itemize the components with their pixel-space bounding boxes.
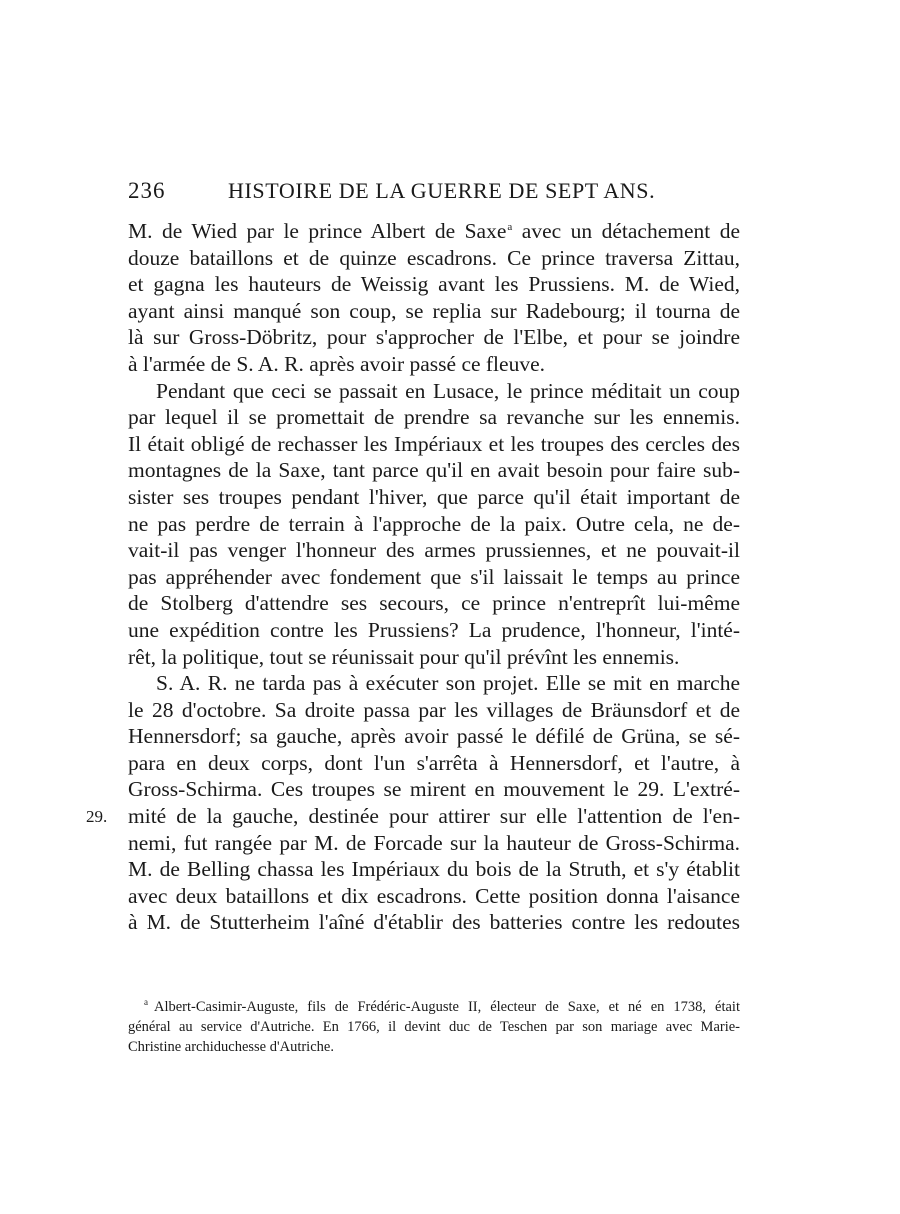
text-line: rêt, la politique, tout se réunissait pour qu'il prévînt les ennemis.: [128, 644, 680, 669]
footnote-marker: a: [144, 997, 148, 1007]
text-line: Pendant que ceci se passait en Lusace, le prince méditait un coup: [156, 378, 740, 403]
text-line: et gagna les hauteurs de Weissig avant les Prussiens. M. de Wied,: [128, 272, 740, 297]
text-line: mité de la gauche, destinée pour attirer sur elle l'attention de l'en-: [128, 804, 740, 829]
text-line: montagnes de la Saxe, tant parce qu'il en avait besoin pour faire sub-: [128, 458, 740, 483]
text-line: S. A. R. ne tarda pas à exécuter son projet. Elle se mit en marche: [156, 671, 740, 696]
text-line: M. de Wied par le prince Albert de Saxe$^a$ avec un détachement de: [128, 219, 740, 243]
text-line: ayant ainsi manqué son coup, se replia sur Radebourg; il tourna de: [128, 298, 740, 323]
text-line: ne pas perdre de terrain à l'approche de la paix. Outre cela, ne de-: [128, 511, 740, 536]
footnotes: [128, 997, 740, 1057]
body-text: [128, 218, 740, 936]
text-line: là sur Gross-Döbritz, pour s'approcher de l'Elbe, et pour se joindre: [128, 325, 740, 350]
footnote-line: Christine archiduchesse d'Autriche.: [128, 1039, 334, 1055]
text-line: vait-il pas venger l'honneur des armes prussiennes, et ne pouvait-il: [128, 538, 740, 563]
page-number: 236: [128, 178, 166, 203]
text-line: sister ses troupes pendant l'hiver, que parce qu'il était important de: [128, 484, 740, 509]
footnote-line: général au service d'Autriche. En 1766, il devint duc de Teschen par son mariage avec Marie-: [128, 1019, 740, 1035]
text-line: Il était obligé de rechasser les Impériaux et les troupes des cercles des: [128, 431, 740, 456]
footnote-line: $^a$ Albert-Casimir-Auguste, fils de Frédéric-Auguste II, électeur de Saxe, et né en 1738, était: [144, 997, 740, 1015]
text-line: douze bataillons et de quinze escadrons. Ce prince traversa Zittau,: [128, 245, 740, 270]
text-line: para en deux corps, dont l'un s'arrêta à Hennersdorf, et l'autre, à: [128, 750, 740, 775]
text-line: de Stolberg d'attendre ses secours, ce prince n'entreprît lui-même: [128, 591, 740, 616]
text-line: à l'armée de S. A. R. après avoir passé ce fleuve.: [128, 351, 545, 376]
text-line: par lequel il se promettait de prendre sa revanche sur les ennemis.: [128, 405, 740, 430]
text-line: le 28 d'octobre. Sa droite passa par les villages de Bräunsdorf et de: [128, 697, 740, 722]
text-line: une expédition contre les Prussiens? La prudence, l'honneur, l'inté-: [128, 617, 740, 642]
running-title: HISTOIRE DE LA GUERRE DE SEPT ANS.: [228, 178, 656, 203]
margin-date-note: 29.: [86, 807, 108, 826]
text-line: nemi, fut rangée par M. de Forcade sur la hauteur de Gross-Schirma.: [128, 830, 740, 855]
text-line: Hennersdorf; sa gauche, après avoir passé le défilé de Grüna, se sé-: [128, 724, 740, 749]
footnote-reference: a: [507, 221, 513, 233]
page-header: [128, 178, 740, 210]
text-line: avec deux bataillons et dix escadrons. Cette position donna l'aisance: [128, 883, 740, 908]
text-line: Gross-Schirma. Ces troupes se mirent en mouvement le 29. L'extré-: [128, 777, 740, 802]
text-line: M. de Belling chassa les Impériaux du bois de la Struth, et s'y établit: [128, 857, 740, 882]
text-line: pas appréhender avec fondement que s'il laissait le temps au prince: [128, 564, 740, 589]
text-line: à M. de Stutterheim l'aîné d'établir des batteries contre les redoutes: [128, 910, 740, 935]
